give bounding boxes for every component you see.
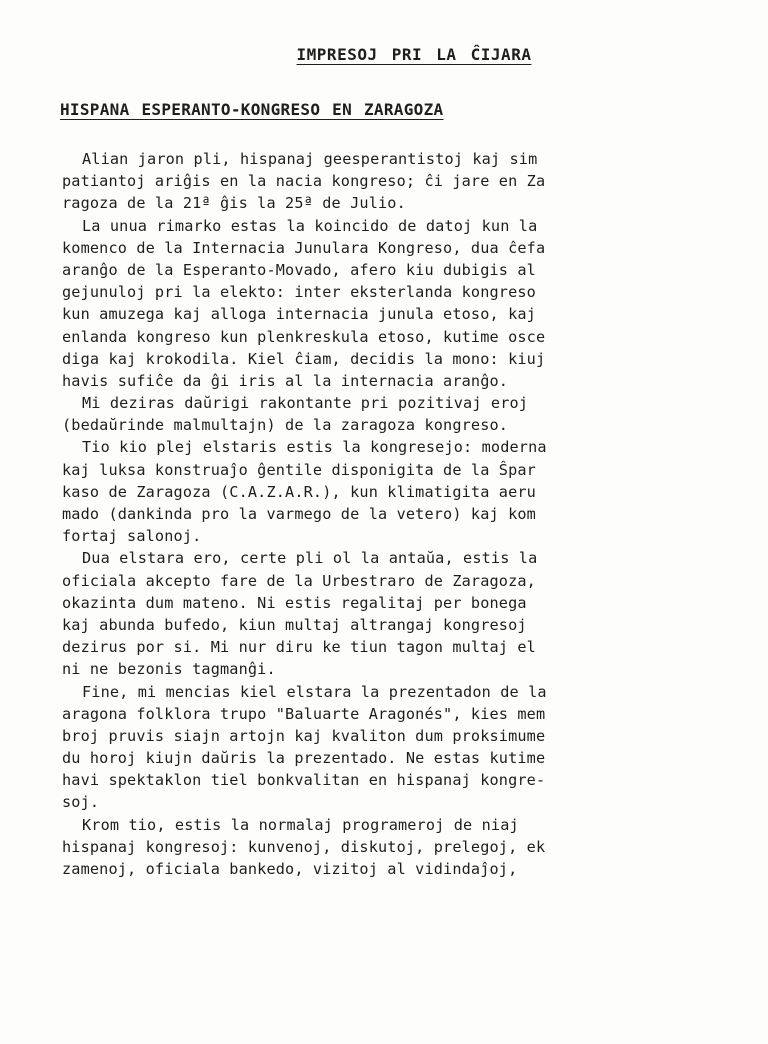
text-line: aranĝo de la Esperanto-Movado, afero kiu dubigis al <box>62 260 536 279</box>
text-line: (bedaŭrinde malmultajn) de la zaragoza kongreso. <box>62 416 509 435</box>
text-line: gejunuloj pri la elekto: inter eksterlanda kongreso <box>62 283 536 302</box>
text-line: dezirus por si. Mi nur diru ke tiun tagon multaj el <box>62 638 536 657</box>
text-line: Mi deziras daŭrigi rakontante pri pozitivaj eroj <box>82 394 529 413</box>
text-line: diga kaj krokodila. Kiel ĉiam, decidis la mono: kiuj <box>62 349 546 368</box>
text-line: Dua elstara ero, certe pli ol la antaŭa, estis la <box>82 549 538 568</box>
text-line: patiantoj ariĝis en la nacia kongreso; ĉi jare en Za <box>62 172 546 191</box>
text-line: kaj abunda bufedo, kiun multaj altrangaj kongresoj <box>62 615 527 634</box>
text-line: ragoza de la 21ª ĝis la 25ª de Julio. <box>62 194 406 213</box>
text-line: kun amuzega kaj alloga internacia junula etoso, kaj <box>62 305 536 324</box>
text-line: oficiala akcepto fare de la Urbestraro de Zaragoza, <box>62 571 536 590</box>
text-line: havis sufiĉe da ĝi iris al la internacia aranĝo. <box>62 371 509 390</box>
text-line: kaso de Zaragoza (C.A.Z.A.R.), kun klimatigita aeru <box>62 482 536 501</box>
text-line: du horoj kiujn daŭris la prezentado. Ne estas kutime <box>62 749 546 768</box>
text-line: hispanaj kongresoj: kunvenoj, diskutoj, prelegoj, ek <box>62 837 546 856</box>
text-line: komenco de la Internacia Junulara Kongreso, dua ĉefa <box>62 238 546 257</box>
page-title: IMPRESOJ PRI LA ĈIJARA <box>296 45 532 64</box>
text-line: mado (dankinda pro la varmego de la vetero) kaj kom <box>62 505 536 523</box>
text-line: Tio kio plej elstaris estis la kongresejo: moderna <box>82 438 547 457</box>
article-heading: HISPANA ESPERANTO-KONGRESO EN ZARAGOZA <box>60 100 444 119</box>
text-line: Krom tio, estis la normalaj programeroj de niaj <box>82 815 519 834</box>
text-line: kaj luksa konstruaĵo ĝentile disponigita de la Ŝpar <box>62 460 536 479</box>
text-line: Fine, mi mencias kiel elstara la prezentadon de la <box>82 682 547 701</box>
text-line: okazinta dum mateno. Ni estis regalitaj per bonega <box>62 593 527 612</box>
text-line: La unua rimarko estas la koincido de datoj kun la <box>82 216 538 235</box>
text-line: aragona folklora trupo "Baluarte Aragonés", kies mem <box>62 704 546 723</box>
text-line: Alian jaron pli, hispanaj geesperantistoj kaj sim <box>82 150 538 168</box>
article-body <box>62 148 762 880</box>
text-line: soj. <box>62 793 100 812</box>
text-line: enlanda kongreso kun plenkreskula etoso, kutime osce <box>62 327 546 346</box>
text-line: broj pruvis siajn artojn kaj kvaliton dum proksimume <box>62 726 546 745</box>
text-line: fortaj salonoj. <box>62 527 202 546</box>
text-line: havi spektaklon tiel bonkvalitan en hispanaj kongre- <box>62 771 546 790</box>
text-line: zamenoj, oficiala bankedo, vizitoj al vidindaĵoj, <box>62 860 518 878</box>
text-line: ni ne bezonis tagmanĝi. <box>62 660 276 679</box>
